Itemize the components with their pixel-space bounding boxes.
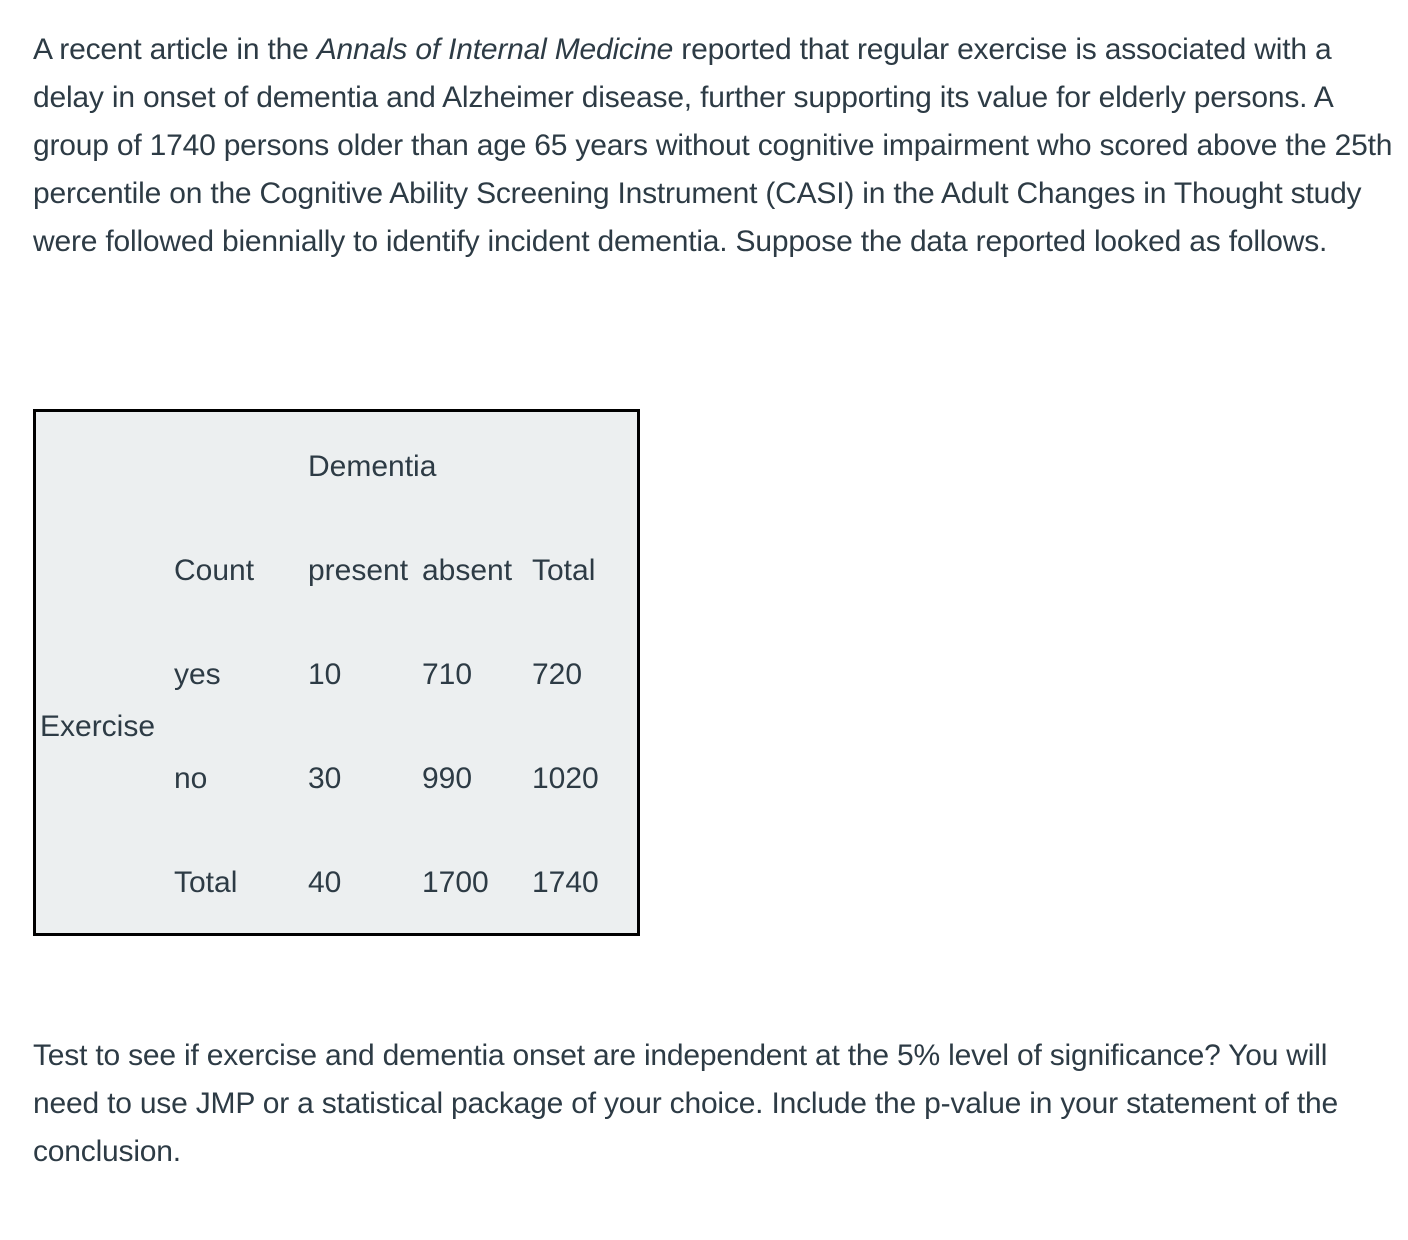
row-label-yes: yes (174, 658, 221, 691)
row-label-total: Total (174, 866, 238, 899)
cell-total-absent: 1700 (422, 866, 489, 899)
cell-total-present: 40 (308, 866, 342, 899)
journal-title: Annals of Internal Medicine (316, 33, 674, 66)
question-paragraph: Test to see if exercise and dementia onset are independent at the 5% level of significance? You will need to use JMP or a statistical package of your choice. Include the p-value in your statement of the conclusion. (33, 1039, 1339, 1168)
cell-yes-present: 10 (308, 658, 342, 691)
intro-text-part2: reported that regular exercise is associated with a delay in onset of dementia and Alzheimer disease, further supporting its value for elderly persons. A group of 1740 persons older than age 65 years without cognitive impairment who scored above the 25th percentile on the Cognitive Ability Screening Instrument (CASI) in the Adult Changes in Thought study were followed biennially to identify incident dementia. Suppose the data reported looked as follows. (33, 33, 1393, 258)
cell-no-present: 30 (308, 762, 342, 795)
column-group-header: Dementia (308, 450, 437, 483)
column-header-total: Total (532, 554, 596, 587)
column-header-present: present (308, 554, 409, 587)
cell-no-absent: 990 (422, 762, 473, 795)
row-label-no: no (174, 762, 208, 795)
contingency-table (33, 409, 640, 936)
intro-paragraph (33, 26, 1393, 266)
column-header-absent: absent (422, 554, 513, 587)
table-corner-label: Count (174, 554, 255, 587)
cell-no-total: 1020 (532, 762, 599, 795)
cell-total-total: 1740 (532, 866, 599, 899)
cell-yes-total: 720 (532, 658, 583, 691)
intro-text-part1: A recent article in the (33, 33, 317, 66)
cell-yes-absent: 710 (422, 658, 473, 691)
row-group-header: Exercise (40, 710, 156, 743)
